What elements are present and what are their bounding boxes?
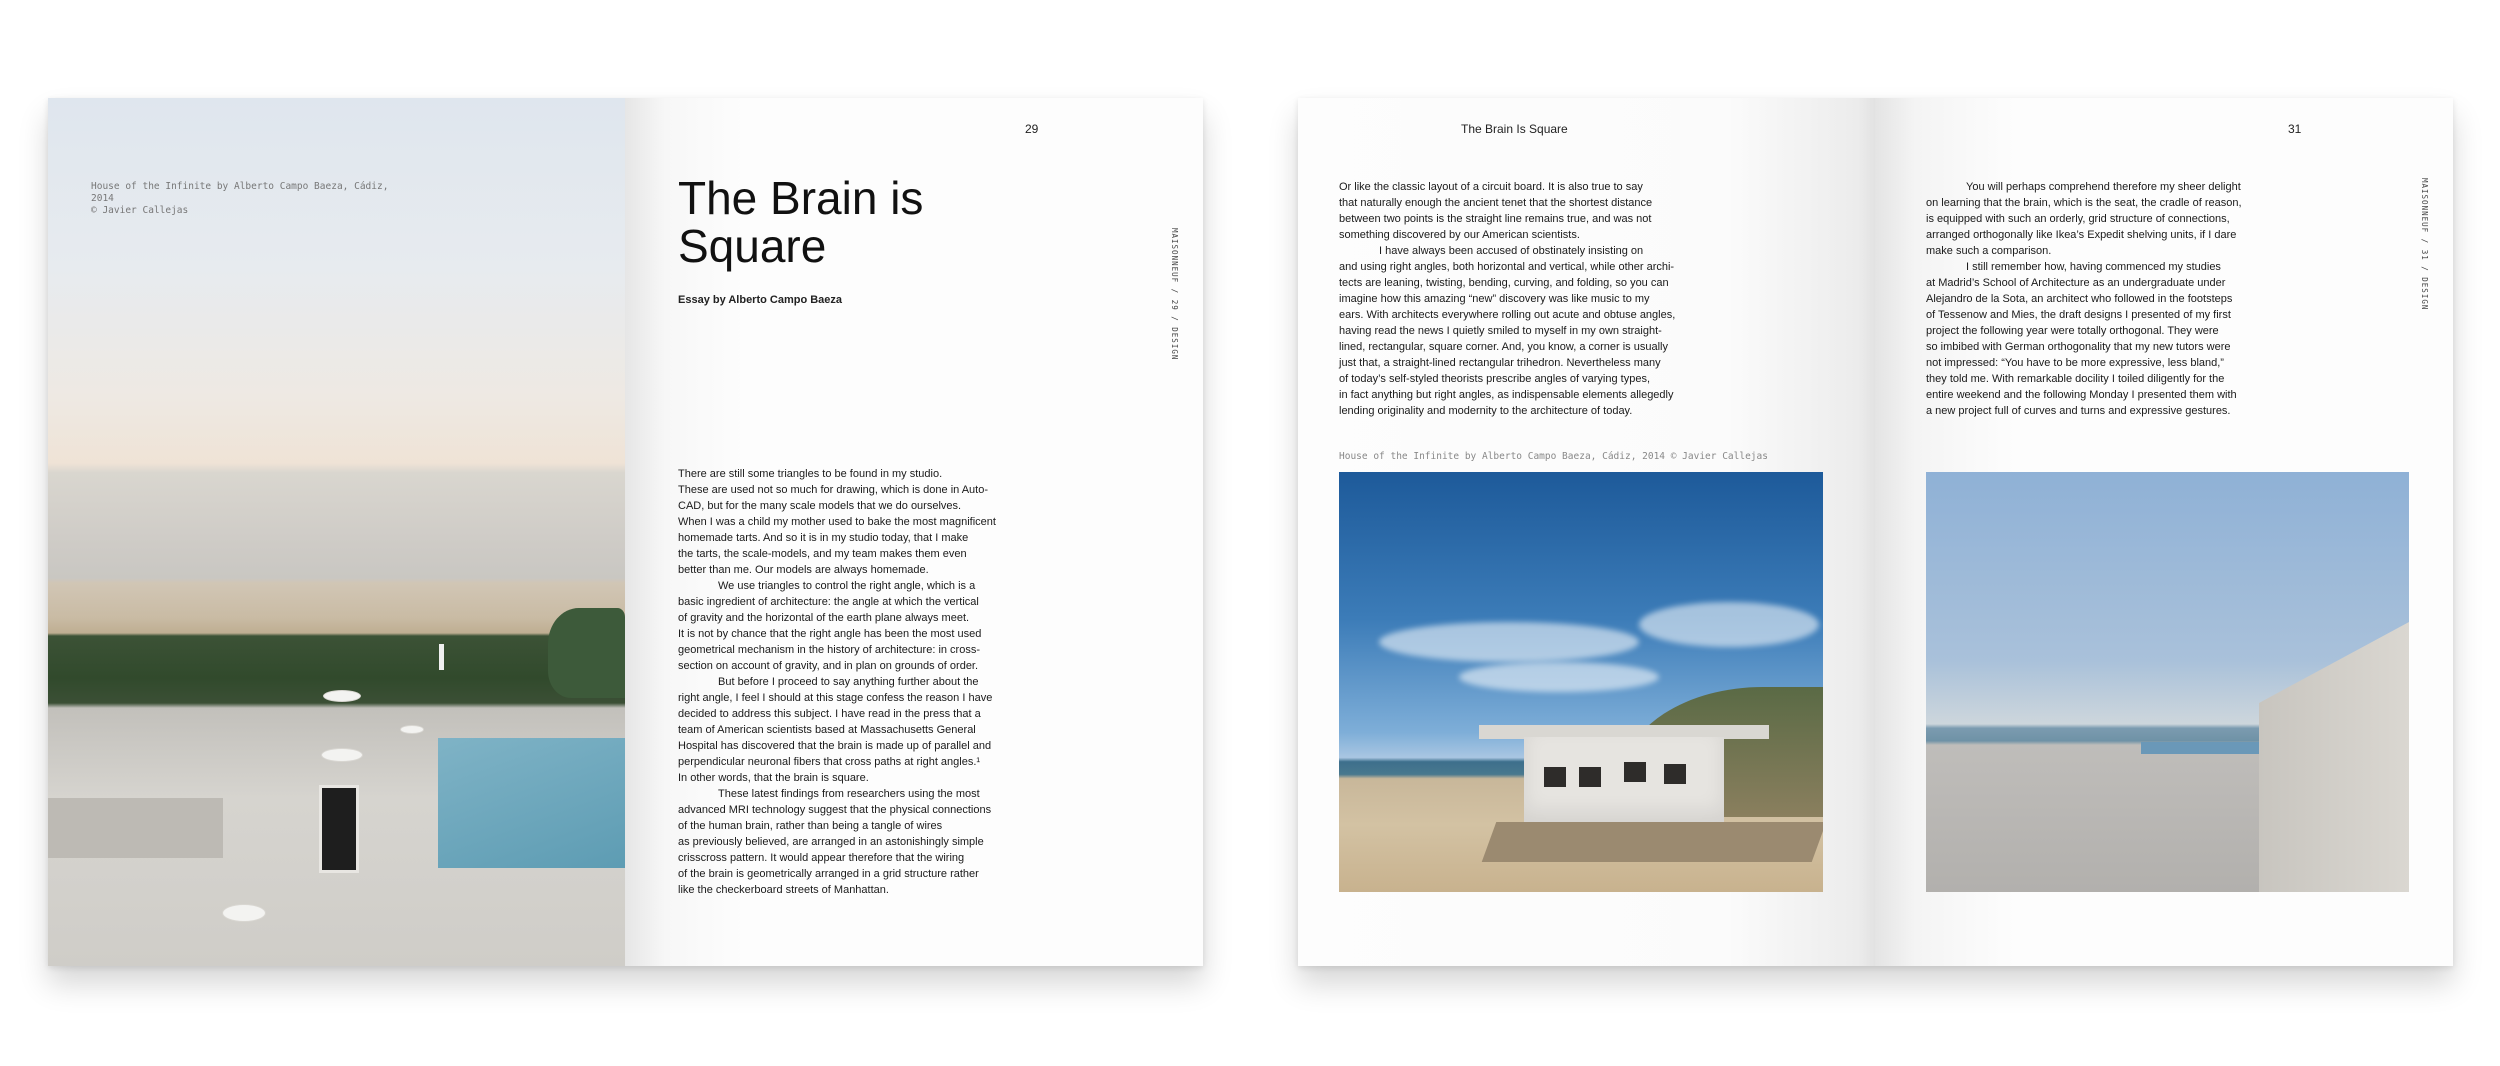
paragraph: There are still some triangles to be found in my studio. These are used not so much for drawing, which is done in Auto- CAD, but for the many scale models that we do ourselves. When I was a child my mother used to bake the most magnificent homemade tarts. And so it is in my studio today, that I make the tarts, the scale-models, and my team makes them even better than me. Our models are always homemade.	[678, 468, 996, 576]
skylight	[321, 748, 363, 762]
paragraph: These latest findings from researchers using the most advanced MRI technology suggest that the physical connections of the human brain, rather than being a tangle of wires as previously believed, are arranged in an astonishingly simple crisscross pattern. It would appear therefore that the wiring of the brain is geometrically arranged in a grid structure rather like the checkerboard streets of Manhattan.	[678, 788, 992, 896]
paragraph: Or like the classic layout of a circuit board. It is also true to say that naturally enough the ancient tenet that the shortest distance between two points is the straight line remains true, and was not something discovered by our American scientists.	[1339, 181, 1653, 241]
terrace-photo	[1926, 472, 2409, 892]
pool	[438, 738, 625, 868]
photo-caption: House of the Infinite by Alberto Campo Baeza, Cádiz, 2014 © Javier Callejas	[1339, 451, 1768, 462]
magazine-spread-left	[48, 98, 1203, 966]
side-label: MAISONNEUF / 31 / DESIGN	[2420, 178, 2429, 311]
page-31	[1875, 98, 2453, 966]
skylight	[400, 725, 424, 734]
page-30	[1298, 98, 1875, 966]
essay-byline: Essay by Alberto Campo Baeza	[678, 294, 843, 306]
essay-body	[678, 466, 1078, 898]
house-photo	[1339, 472, 1823, 892]
page-number: 31	[2288, 122, 2302, 136]
paragraph: We use triangles to control the right angle, which is a basic ingredient of architecture: the angle at which the vertical of gravity and the horizontal of the earth plane always meet. It is not by chance that the right angle has been the most used geometrical mechanism in the history of architecture: in cross- section on account of gravity, and in plan on grounds of order.	[678, 580, 982, 672]
running-head: The Brain Is Square	[1461, 122, 1568, 136]
hedge	[548, 608, 625, 698]
paragraph: You will perhaps comprehend therefore my sheer delight on learning that the brain, which is the seat, the cradle of reason, is equipped with such an orderly, grid structure of connections, arranged orthogonally like Ikea’s Expedit shelving units, if I dare make such a comparison.	[1926, 181, 2242, 257]
magazine-spread-right	[1298, 98, 2453, 966]
terrace-ledge	[48, 798, 223, 858]
essay-title: The Brain is Square	[678, 172, 924, 272]
stair-opening	[319, 785, 359, 873]
person-figure	[439, 644, 444, 670]
paragraph: I still remember how, having commenced my studies at Madrid’s School of Architecture as an undergraduate under Alejandro de la Sota, an architect who followed in the footsteps of Tessenow and Mies, the draft designs I presented of my first project the following year were totally orthogonal. They were so imbibed with German orthogonality that my new tutors were not impressed: “You have to be more expressive, less bland,” they told me. With remarkable docility I toiled diligently for the entire weekend and the following Monday I presented them with a new project full of curves and turns and expressive gestures.	[1926, 261, 2237, 417]
side-label: MAISONNEUF / 29 / DESIGN	[1170, 228, 1179, 361]
paragraph: I have always been accused of obstinately insisting on and using right angles, both horizontal and vertical, while other archi- tects are leaning, twisting, bending, curving, and folding, so you can imagine how this amazing “new” discovery was like music to my ears. With architects everywhere rolling out acute and obtuse angles, having read the news I quietly smiled to myself in my own straight- lined, rectangular, square corner. And, you know, a corner is usually just that, a straight-lined rectangular trihedron. Nevertheless many of today’s self-styled theorists prescribe angles of varying types, in fact anything but right angles, as indispensable elements allegedly lending originality and modernity to the architecture of today.	[1339, 245, 1676, 417]
photo-page	[48, 98, 625, 966]
page-29	[625, 98, 1203, 966]
skylight	[323, 690, 361, 702]
page-number: 29	[1025, 122, 1039, 136]
skylight	[222, 904, 266, 922]
essay-body-continued	[1926, 179, 2366, 419]
photo-caption: House of the Infinite by Alberto Campo Baeza, Cádiz, 2014 © Javier Callejas	[91, 181, 389, 216]
paragraph: But before I proceed to say anything further about the right angle, I feel I should at this stage confess the reason I have decided to address this subject. I have read in the press that a team of American scientists based at Massachusetts General Hospital has discovered that the brain is made up of parallel and perpendicular neuronal fibers that cross paths at right angles.¹ In other words, that the brain is square.	[678, 676, 993, 784]
essay-body-continued	[1339, 179, 1779, 419]
